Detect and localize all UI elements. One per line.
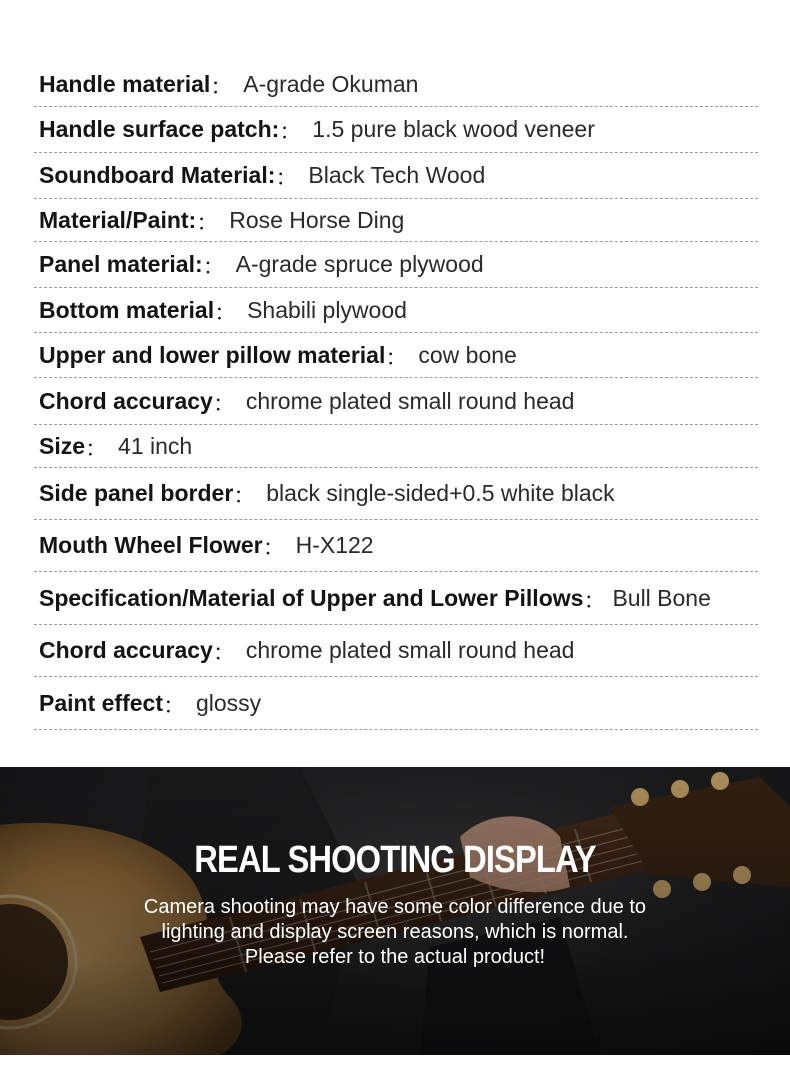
spec-value: 41 inch <box>118 432 193 459</box>
spec-separator: ： <box>275 164 299 190</box>
spec-row-soundboard-material <box>34 153 758 199</box>
spec-row-size <box>34 425 758 468</box>
spec-row-pillow-specification <box>34 572 758 625</box>
spec-label: Handle surface patch: <box>39 116 280 142</box>
spec-row-mouth-wheel-flower <box>34 520 758 572</box>
banner-title: REAL SHOOTING DISPLAY <box>194 839 596 881</box>
spec-value: chrome plated small round head <box>245 637 575 663</box>
spec-row-paint-effect <box>34 677 758 730</box>
spec-separator: ： <box>262 534 286 560</box>
spec-row-chord-accuracy-2 <box>34 625 758 677</box>
spec-value: cow bone <box>418 341 517 368</box>
spec-separator: ： <box>233 482 257 508</box>
spec-row-handle-material <box>34 62 758 107</box>
spec-label: Side panel border <box>39 480 234 506</box>
spec-separator: ： <box>212 639 236 665</box>
spec-row-bottom-material <box>34 288 758 333</box>
spec-label: Upper and lower pillow material <box>39 341 386 368</box>
banner-disclaimer <box>0 895 790 970</box>
spec-label: Chord accuracy <box>39 387 213 414</box>
banner-line: Please refer to the actual product! <box>244 946 546 968</box>
spec-label: Soundboard Material: <box>39 162 276 188</box>
spec-label: Specification/Material of Upper and Lower Pillows <box>39 584 584 611</box>
spec-label: Mouth Wheel Flower <box>39 532 263 558</box>
spec-separator: ： <box>210 72 234 99</box>
banner-line: lighting and display screen reasons, which is normal. <box>161 921 629 943</box>
spec-value: A-grade Okuman <box>243 70 419 97</box>
spec-row-pillow-material <box>34 333 758 378</box>
spec-value: Rose Horse Ding <box>229 206 405 233</box>
spec-separator: ： <box>583 586 607 613</box>
spec-separator: ： <box>279 118 303 144</box>
spec-separator: ： <box>385 343 409 370</box>
spec-separator: ： <box>85 434 109 461</box>
spec-value: Bull Bone <box>612 584 711 611</box>
spec-value: black single-sided+0.5 white black <box>266 480 615 506</box>
spec-separator: ： <box>196 208 220 235</box>
spec-label: Paint effect <box>39 689 163 716</box>
spec-row-side-panel-border <box>34 468 758 520</box>
spec-value: H-X122 <box>295 532 374 558</box>
spec-label: Bottom material <box>39 296 215 323</box>
spec-label: Handle material <box>39 70 211 97</box>
spec-separator: ： <box>214 298 238 325</box>
spec-separator: ： <box>162 691 186 718</box>
spec-label: Size <box>39 432 86 459</box>
spec-value: chrome plated small round head <box>245 387 575 414</box>
bottom-strip <box>0 1055 790 1065</box>
spec-value: A-grade spruce plywood <box>235 251 484 277</box>
spec-value: 1.5 pure black wood veneer <box>312 116 595 142</box>
spec-value: Black Tech Wood <box>308 162 486 188</box>
spec-row-chord-accuracy <box>34 378 758 425</box>
banner-line: Camera shooting may have some color difference due to <box>143 896 647 918</box>
spec-list <box>34 62 758 730</box>
spec-separator: ： <box>212 389 236 416</box>
spec-row-panel-material <box>34 242 758 288</box>
real-shooting-banner <box>0 767 790 1055</box>
spec-row-handle-surface-patch <box>34 107 758 153</box>
spec-separator: ： <box>202 253 226 279</box>
spec-label: Panel material: <box>39 251 203 277</box>
spec-value: glossy <box>195 689 262 716</box>
spec-row-material-paint <box>34 199 758 242</box>
spec-value: Shabili plywood <box>247 296 407 323</box>
spec-label: Material/Paint: <box>39 206 197 233</box>
spec-label: Chord accuracy <box>39 637 213 663</box>
